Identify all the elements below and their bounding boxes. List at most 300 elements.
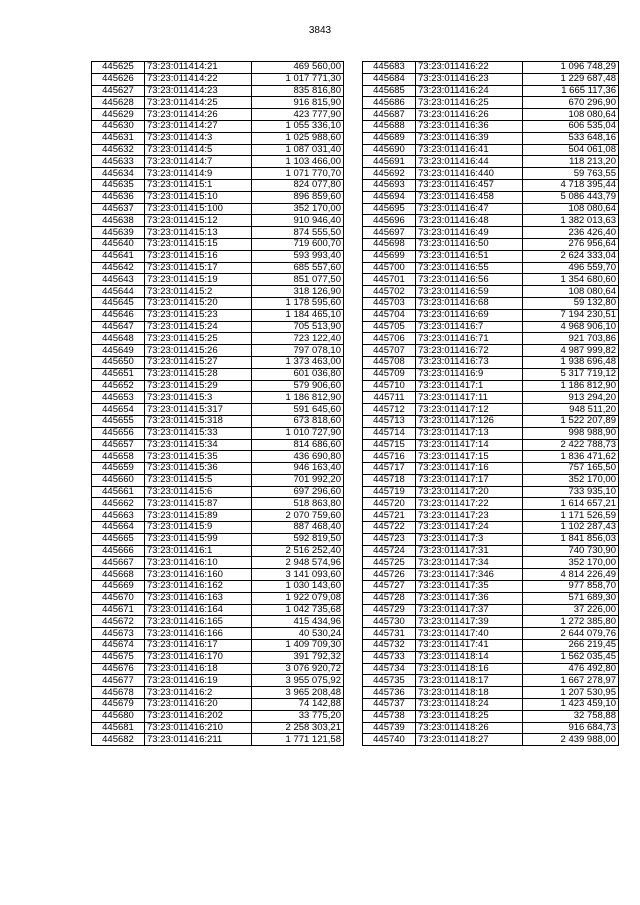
cadastral-value-cell: 1 922 079,08 — [252, 592, 344, 604]
table-row — [92, 415, 344, 427]
record-number-cell: 445644 — [92, 286, 145, 298]
cadastral-value-cell: 705 513,90 — [252, 321, 344, 333]
table-row — [363, 439, 619, 451]
table-row — [363, 722, 619, 734]
record-number-cell: 445682 — [92, 734, 145, 746]
cadastral-value-cell: 1 030 143,60 — [252, 581, 344, 593]
record-number-cell: 445675 — [92, 651, 145, 663]
cadastral-value-cell: 916 684,73 — [523, 722, 619, 734]
cadastral-value-cell: 2 258 303,21 — [252, 722, 344, 734]
cadastral-number-cell: 73:23:011418:17 — [416, 675, 523, 687]
record-number-cell: 445656 — [92, 427, 145, 439]
table-row — [92, 675, 344, 687]
record-number-cell: 445716 — [363, 451, 416, 463]
record-number-cell: 445660 — [92, 474, 145, 486]
cadastral-number-cell: 73:23:011415:33 — [145, 427, 252, 439]
cadastral-value-cell: 740 730,90 — [523, 545, 619, 557]
cadastral-number-cell: 73:23:011416:19 — [145, 675, 252, 687]
table-row — [92, 156, 344, 168]
record-number-cell: 445669 — [92, 581, 145, 593]
table-row — [363, 321, 619, 333]
cadastral-value-cell: 946 163,40 — [252, 463, 344, 475]
cadastral-number-cell: 73:23:011415:2 — [145, 286, 252, 298]
cadastral-number-cell: 73:23:011418:18 — [416, 687, 523, 699]
cadastral-number-cell: 73:23:011414:26 — [145, 109, 252, 121]
record-number-cell: 445725 — [363, 557, 416, 569]
cadastral-number-cell: 73:23:011416:160 — [145, 569, 252, 581]
record-number-cell: 445695 — [363, 203, 416, 215]
cadastral-value-cell: 1 423 459,10 — [523, 699, 619, 711]
cadastral-number-cell: 73:23:011416:170 — [145, 651, 252, 663]
table-row — [92, 522, 344, 534]
cadastral-number-cell: 73:23:011416:41 — [416, 144, 523, 156]
cadastral-value-cell: 670 296,90 — [523, 97, 619, 109]
table-row — [363, 356, 619, 368]
table-row — [92, 710, 344, 722]
record-number-cell: 445702 — [363, 286, 416, 298]
table-row — [92, 640, 344, 652]
record-number-cell: 445719 — [363, 486, 416, 498]
record-number-cell: 445643 — [92, 274, 145, 286]
record-number-cell: 445706 — [363, 333, 416, 345]
record-number-cell: 445632 — [92, 144, 145, 156]
cadastral-number-cell: 73:23:011415:99 — [145, 533, 252, 545]
cadastral-number-cell: 73:23:011415:87 — [145, 498, 252, 510]
table-row — [363, 533, 619, 545]
cadastral-value-cell: 814 686,60 — [252, 439, 344, 451]
record-number-cell: 445648 — [92, 333, 145, 345]
cadastral-number-cell: 73:23:011415:28 — [145, 368, 252, 380]
record-number-cell: 445684 — [363, 73, 416, 85]
record-number-cell: 445732 — [363, 640, 416, 652]
cadastral-value-cell: 1 522 207,89 — [523, 415, 619, 427]
cadastral-number-cell: 73:23:011415:34 — [145, 439, 252, 451]
cadastral-value-cell: 910 946,40 — [252, 215, 344, 227]
cadastral-number-cell: 73:23:011415:13 — [145, 227, 252, 239]
record-number-cell: 445692 — [363, 168, 416, 180]
cadastral-number-cell: 73:23:011416:1 — [145, 545, 252, 557]
record-number-cell: 445630 — [92, 120, 145, 132]
table-row — [363, 663, 619, 675]
cadastral-number-cell: 73:23:011418:16 — [416, 663, 523, 675]
record-number-cell: 445671 — [92, 604, 145, 616]
cadastral-value-cell: 851 077,50 — [252, 274, 344, 286]
cadastral-number-cell: 73:23:011417:16 — [416, 463, 523, 475]
cadastral-number-cell: 73:23:011415:318 — [145, 415, 252, 427]
table-row — [363, 640, 619, 652]
cadastral-value-cell: 2 070 759,60 — [252, 510, 344, 522]
cadastral-value-cell: 2 624 333,04 — [523, 250, 619, 262]
table-row — [92, 699, 344, 711]
table-row — [363, 651, 619, 663]
cadastral-number-cell: 73:23:011416:69 — [416, 309, 523, 321]
record-number-cell: 445723 — [363, 533, 416, 545]
record-number-cell: 445650 — [92, 356, 145, 368]
cadastral-value-cell: 504 061,08 — [523, 144, 619, 156]
cadastral-number-cell: 73:23:011415:10 — [145, 191, 252, 203]
table-row — [92, 215, 344, 227]
record-number-cell: 445653 — [92, 392, 145, 404]
record-number-cell: 445688 — [363, 120, 416, 132]
cadastral-number-cell: 73:23:011415:100 — [145, 203, 252, 215]
record-number-cell: 445672 — [92, 616, 145, 628]
cadastral-number-cell: 73:23:011417:22 — [416, 498, 523, 510]
table-row — [363, 392, 619, 404]
cadastral-value-cell: 423 777,90 — [252, 109, 344, 121]
record-number-cell: 445645 — [92, 297, 145, 309]
table-row — [92, 427, 344, 439]
table-row — [363, 144, 619, 156]
record-number-cell: 445677 — [92, 675, 145, 687]
table-row — [92, 250, 344, 262]
cadastral-value-cell: 2 644 079,76 — [523, 628, 619, 640]
record-number-cell: 445639 — [92, 227, 145, 239]
record-number-cell: 445704 — [363, 309, 416, 321]
table-row — [92, 238, 344, 250]
cadastral-value-cell: 921 703,86 — [523, 333, 619, 345]
cadastral-number-cell: 73:23:011415:12 — [145, 215, 252, 227]
cadastral-value-cell: 352 170,00 — [523, 474, 619, 486]
cadastral-value-cell: 797 078,10 — [252, 345, 344, 357]
cadastral-value-cell: 1 836 471,62 — [523, 451, 619, 463]
table-row — [363, 545, 619, 557]
cadastral-number-cell: 73:23:011414:7 — [145, 156, 252, 168]
record-number-cell: 445654 — [92, 404, 145, 416]
record-number-cell: 445708 — [363, 356, 416, 368]
cadastral-value-cell: 4 968 906,10 — [523, 321, 619, 333]
cadastral-value-cell: 7 194 230,51 — [523, 309, 619, 321]
table-row — [363, 297, 619, 309]
cadastral-number-cell: 73:23:011416:55 — [416, 262, 523, 274]
cadastral-number-cell: 73:23:011415:9 — [145, 522, 252, 534]
cadastral-number-cell: 73:23:011416:50 — [416, 238, 523, 250]
record-number-cell: 445727 — [363, 581, 416, 593]
table-row — [363, 628, 619, 640]
table-row — [363, 156, 619, 168]
cadastral-value-cell: 1 272 385,80 — [523, 616, 619, 628]
cadastral-value-cell: 2 422 788,73 — [523, 439, 619, 451]
cadastral-number-cell: 73:23:011416:18 — [145, 663, 252, 675]
record-number-cell: 445705 — [363, 321, 416, 333]
record-number-cell: 445665 — [92, 533, 145, 545]
record-number-cell: 445657 — [92, 439, 145, 451]
cadastral-value-cell: 59 763,55 — [523, 168, 619, 180]
cadastral-number-cell: 73:23:011416:59 — [416, 286, 523, 298]
table-row — [363, 404, 619, 416]
record-number-cell: 445711 — [363, 392, 416, 404]
record-number-cell: 445740 — [363, 734, 416, 746]
cadastral-number-cell: 73:23:011418:24 — [416, 699, 523, 711]
record-number-cell: 445738 — [363, 710, 416, 722]
cadastral-number-cell: 73:23:011416:22 — [416, 62, 523, 74]
cadastral-number-cell: 73:23:011417:3 — [416, 533, 523, 545]
cadastral-number-cell: 73:23:011416:72 — [416, 345, 523, 357]
table-row — [92, 604, 344, 616]
table-row — [363, 168, 619, 180]
record-number-cell: 445693 — [363, 179, 416, 191]
cadastral-value-cell: 518 863,80 — [252, 498, 344, 510]
record-number-cell: 445655 — [92, 415, 145, 427]
table-row — [363, 616, 619, 628]
record-number-cell: 445712 — [363, 404, 416, 416]
table-row — [363, 85, 619, 97]
cadastral-value-cell: 757 165,50 — [523, 463, 619, 475]
record-number-cell: 445626 — [92, 73, 145, 85]
cadastral-number-cell: 73:23:011416:47 — [416, 203, 523, 215]
record-number-cell: 445679 — [92, 699, 145, 711]
table-row — [92, 120, 344, 132]
cadastral-number-cell: 73:23:011415:35 — [145, 451, 252, 463]
record-number-cell: 445631 — [92, 132, 145, 144]
cadastral-number-cell: 73:23:011416:7 — [416, 321, 523, 333]
table-row — [92, 109, 344, 121]
cadastral-number-cell: 73:23:011416:457 — [416, 179, 523, 191]
record-number-cell: 445651 — [92, 368, 145, 380]
cadastral-value-cell: 579 906,60 — [252, 380, 344, 392]
table-row — [92, 392, 344, 404]
cadastral-value-cell: 1 087 031,40 — [252, 144, 344, 156]
cadastral-number-cell: 73:23:011416:164 — [145, 604, 252, 616]
record-number-cell: 445694 — [363, 191, 416, 203]
table-row — [363, 368, 619, 380]
cadastral-value-cell: 719 600,70 — [252, 238, 344, 250]
record-number-cell: 445666 — [92, 545, 145, 557]
cadastral-value-cell: 1 025 988,60 — [252, 132, 344, 144]
table-row — [92, 628, 344, 640]
cadastral-number-cell: 73:23:011415:89 — [145, 510, 252, 522]
table-row — [363, 474, 619, 486]
table-row — [363, 427, 619, 439]
table-row — [363, 592, 619, 604]
table-row — [363, 274, 619, 286]
record-number-cell: 445678 — [92, 687, 145, 699]
cadastral-value-cell: 469 560,00 — [252, 62, 344, 74]
table-row — [363, 486, 619, 498]
record-number-cell: 445652 — [92, 380, 145, 392]
cadastral-number-cell: 73:23:011416:23 — [416, 73, 523, 85]
cadastral-number-cell: 73:23:011415:317 — [145, 404, 252, 416]
cadastral-value-cell: 874 555,50 — [252, 227, 344, 239]
table-row — [363, 710, 619, 722]
cadastral-number-cell: 73:23:011417:126 — [416, 415, 523, 427]
cadastral-number-cell: 73:23:011416:24 — [416, 85, 523, 97]
record-number-cell: 445726 — [363, 569, 416, 581]
cadastral-number-cell: 73:23:011416:73 — [416, 356, 523, 368]
cadastral-value-cell: 1 017 771,30 — [252, 73, 344, 85]
record-number-cell: 445628 — [92, 97, 145, 109]
table-row — [363, 415, 619, 427]
table-row — [363, 191, 619, 203]
table-row — [363, 345, 619, 357]
cadastral-value-cell: 3 955 075,92 — [252, 675, 344, 687]
cadastral-value-cell: 887 468,40 — [252, 522, 344, 534]
cadastral-number-cell: 73:23:011416:68 — [416, 297, 523, 309]
cadastral-value-cell: 5 317 719,12 — [523, 368, 619, 380]
table-row — [363, 557, 619, 569]
cadastral-number-cell: 73:23:011414:22 — [145, 73, 252, 85]
cadastral-number-cell: 73:23:011416:163 — [145, 592, 252, 604]
table-row — [363, 250, 619, 262]
record-number-cell: 445633 — [92, 156, 145, 168]
table-row — [92, 616, 344, 628]
cadastral-number-cell: 73:23:011415:25 — [145, 333, 252, 345]
cadastral-value-cell: 33 775,20 — [252, 710, 344, 722]
cadastral-number-cell: 73:23:011417:34 — [416, 557, 523, 569]
cadastral-number-cell: 73:23:011415:19 — [145, 274, 252, 286]
cadastral-value-cell: 1 229 687,48 — [523, 73, 619, 85]
cadastral-value-cell: 391 792,32 — [252, 651, 344, 663]
cadastral-number-cell: 73:23:011415:1 — [145, 179, 252, 191]
record-number-cell: 445673 — [92, 628, 145, 640]
table-body — [363, 62, 619, 746]
record-number-cell: 445715 — [363, 439, 416, 451]
cadastral-value-cell: 3 076 920,72 — [252, 663, 344, 675]
cadastral-number-cell: 73:23:011418:26 — [416, 722, 523, 734]
cadastral-value-cell: 1 042 735,68 — [252, 604, 344, 616]
cadastral-number-cell: 73:23:011414:9 — [145, 168, 252, 180]
record-number-cell: 445674 — [92, 640, 145, 652]
table-row — [363, 97, 619, 109]
cadastral-value-cell: 913 294,20 — [523, 392, 619, 404]
table-row — [363, 522, 619, 534]
table-row — [92, 62, 344, 74]
cadastral-value-cell: 533 648,16 — [523, 132, 619, 144]
record-number-cell: 445659 — [92, 463, 145, 475]
page-number: 3843 — [308, 25, 332, 36]
cadastral-number-cell: 73:23:011414:23 — [145, 85, 252, 97]
cadastral-number-cell: 73:23:011417:36 — [416, 592, 523, 604]
record-number-cell: 445699 — [363, 250, 416, 262]
cadastral-number-cell: 73:23:011414:27 — [145, 120, 252, 132]
table-row — [92, 73, 344, 85]
cadastral-number-cell: 73:23:011416:17 — [145, 640, 252, 652]
cadastral-value-cell: 118 213,20 — [523, 156, 619, 168]
record-number-cell: 445718 — [363, 474, 416, 486]
record-number-cell: 445634 — [92, 168, 145, 180]
table-row — [363, 699, 619, 711]
cadastral-number-cell: 73:23:011416:36 — [416, 120, 523, 132]
table-row — [363, 73, 619, 85]
record-number-cell: 445668 — [92, 569, 145, 581]
cadastral-number-cell: 73:23:011415:24 — [145, 321, 252, 333]
cadastral-number-cell: 73:23:011416:202 — [145, 710, 252, 722]
table-row — [363, 62, 619, 74]
table-row — [92, 451, 344, 463]
record-number-cell: 445733 — [363, 651, 416, 663]
cadastral-value-cell: 108 080,64 — [523, 203, 619, 215]
record-number-cell: 445627 — [92, 85, 145, 97]
record-number-cell: 445729 — [363, 604, 416, 616]
record-number-cell: 445713 — [363, 415, 416, 427]
cadastral-number-cell: 73:23:011417:12 — [416, 404, 523, 416]
record-number-cell: 445661 — [92, 486, 145, 498]
cadastral-value-cell: 593 993,40 — [252, 250, 344, 262]
table-row — [92, 380, 344, 392]
table-row — [92, 132, 344, 144]
table-row — [92, 203, 344, 215]
record-number-cell: 445701 — [363, 274, 416, 286]
cadastral-table-right — [362, 61, 619, 746]
cadastral-number-cell: 73:23:011417:35 — [416, 581, 523, 593]
table-row — [363, 581, 619, 593]
cadastral-value-cell: 998 988,90 — [523, 427, 619, 439]
table-row — [363, 215, 619, 227]
record-number-cell: 445728 — [363, 592, 416, 604]
table-row — [92, 687, 344, 699]
cadastral-number-cell: 73:23:011416:9 — [416, 368, 523, 380]
table-row — [363, 203, 619, 215]
table-row — [92, 191, 344, 203]
record-number-cell: 445662 — [92, 498, 145, 510]
cadastral-number-cell: 73:23:011417:13 — [416, 427, 523, 439]
table-row — [363, 132, 619, 144]
cadastral-value-cell: 1 382 013,63 — [523, 215, 619, 227]
cadastral-number-cell: 73:23:011417:15 — [416, 451, 523, 463]
cadastral-number-cell: 73:23:011417:23 — [416, 510, 523, 522]
cadastral-number-cell: 73:23:011417:37 — [416, 604, 523, 616]
cadastral-value-cell: 1 562 035,45 — [523, 651, 619, 663]
cadastral-number-cell: 73:23:011416:440 — [416, 168, 523, 180]
cadastral-number-cell: 73:23:011417:14 — [416, 439, 523, 451]
cadastral-value-cell: 1 771 121,58 — [252, 734, 344, 746]
table-row — [363, 675, 619, 687]
cadastral-value-cell: 685 557,60 — [252, 262, 344, 274]
cadastral-value-cell: 571 689,30 — [523, 592, 619, 604]
cadastral-value-cell: 2 948 574,96 — [252, 557, 344, 569]
cadastral-number-cell: 73:23:011415:3 — [145, 392, 252, 404]
table-row — [363, 604, 619, 616]
cadastral-value-cell: 1 373 463,00 — [252, 356, 344, 368]
record-number-cell: 445700 — [363, 262, 416, 274]
cadastral-number-cell: 73:23:011416:71 — [416, 333, 523, 345]
cadastral-number-cell: 73:23:011416:2 — [145, 687, 252, 699]
record-number-cell: 445731 — [363, 628, 416, 640]
cadastral-value-cell: 476 492,80 — [523, 663, 619, 675]
cadastral-number-cell: 73:23:011414:5 — [145, 144, 252, 156]
cadastral-number-cell: 73:23:011414:3 — [145, 132, 252, 144]
cadastral-value-cell: 592 819,50 — [252, 533, 344, 545]
cadastral-number-cell: 73:23:011415:5 — [145, 474, 252, 486]
cadastral-value-cell: 266 219,45 — [523, 640, 619, 652]
record-number-cell: 445737 — [363, 699, 416, 711]
record-number-cell: 445703 — [363, 297, 416, 309]
table-row — [363, 262, 619, 274]
table-row — [363, 463, 619, 475]
record-number-cell: 445724 — [363, 545, 416, 557]
record-number-cell: 445722 — [363, 522, 416, 534]
record-number-cell: 445697 — [363, 227, 416, 239]
cadastral-value-cell: 415 434,96 — [252, 616, 344, 628]
cadastral-value-cell: 1 171 526,59 — [523, 510, 619, 522]
table-row — [363, 109, 619, 121]
table-row — [363, 498, 619, 510]
cadastral-value-cell: 436 690,80 — [252, 451, 344, 463]
cadastral-number-cell: 73:23:011417:346 — [416, 569, 523, 581]
cadastral-value-cell: 1 178 595,60 — [252, 297, 344, 309]
record-number-cell: 445629 — [92, 109, 145, 121]
cadastral-value-cell: 1 071 770,70 — [252, 168, 344, 180]
table-row — [92, 734, 344, 746]
cadastral-value-cell: 5 086 443,79 — [523, 191, 619, 203]
cadastral-value-cell: 1 010 727,90 — [252, 427, 344, 439]
record-number-cell: 445721 — [363, 510, 416, 522]
cadastral-value-cell: 496 559,70 — [523, 262, 619, 274]
table-row — [92, 227, 344, 239]
cadastral-value-cell: 948 511,20 — [523, 404, 619, 416]
table-row — [92, 179, 344, 191]
record-number-cell: 445730 — [363, 616, 416, 628]
cadastral-number-cell: 73:23:011417:17 — [416, 474, 523, 486]
